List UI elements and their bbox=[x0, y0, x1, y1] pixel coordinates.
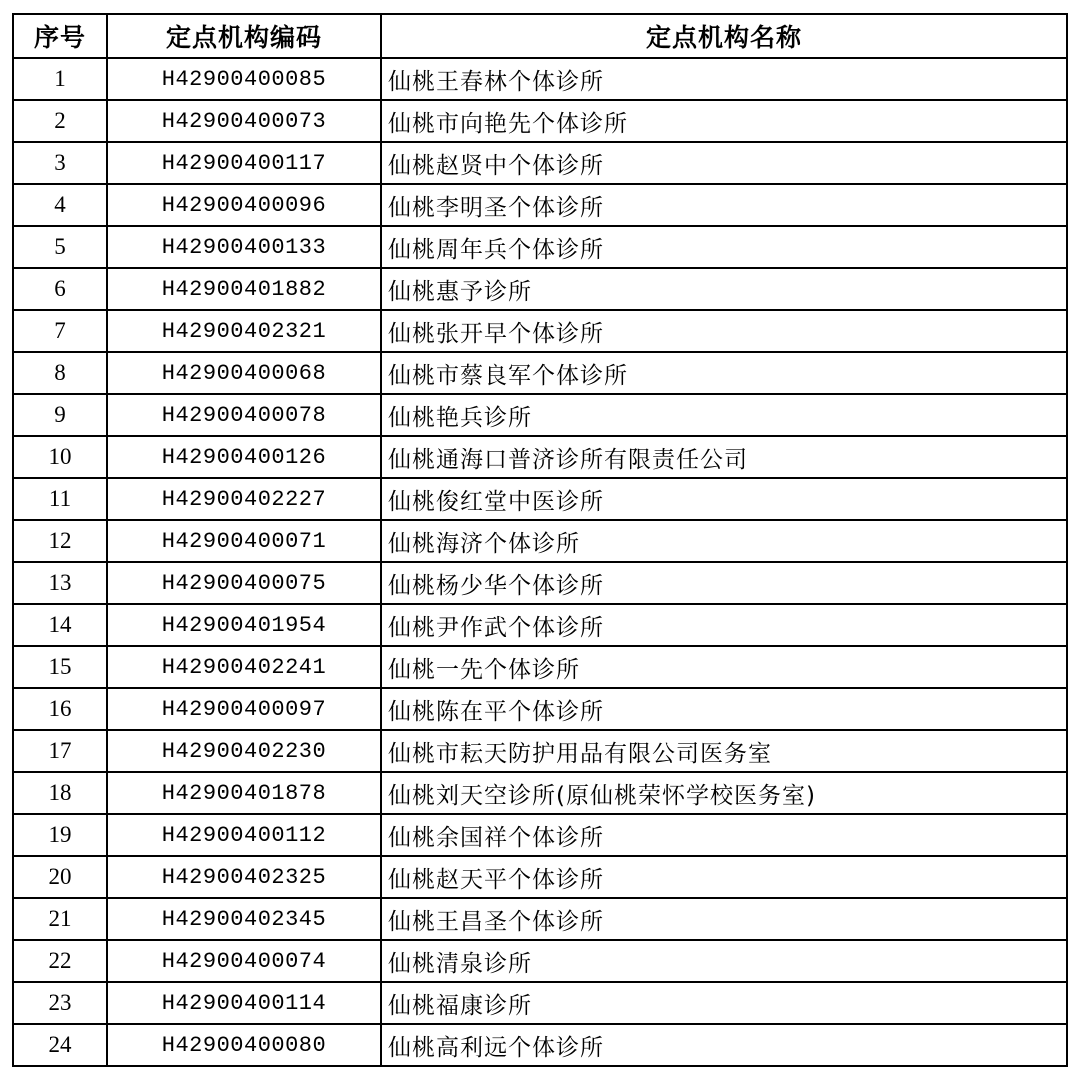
table-row bbox=[13, 436, 1067, 478]
table-row bbox=[13, 688, 1067, 730]
code-cell: H42900402325 bbox=[107, 856, 381, 898]
name-cell: 仙桃张开早个体诊所 bbox=[381, 310, 1067, 352]
code-cell: H42900400068 bbox=[107, 352, 381, 394]
code-cell: H42900400117 bbox=[107, 142, 381, 184]
seq-cell: 18 bbox=[13, 772, 107, 814]
table-row bbox=[13, 58, 1067, 100]
table-row bbox=[13, 856, 1067, 898]
table-row bbox=[13, 814, 1067, 856]
name-cell: 仙桃市向艳先个体诊所 bbox=[381, 100, 1067, 142]
code-cell: H42900401954 bbox=[107, 604, 381, 646]
name-cell: 仙桃市耘天防护用品有限公司医务室 bbox=[381, 730, 1067, 772]
seq-cell: 9 bbox=[13, 394, 107, 436]
clinic-table bbox=[12, 13, 1068, 1067]
name-cell: 仙桃刘天空诊所(原仙桃荣怀学校医务室) bbox=[381, 772, 1067, 814]
name-cell: 仙桃赵贤中个体诊所 bbox=[381, 142, 1067, 184]
name-cell: 仙桃赵天平个体诊所 bbox=[381, 856, 1067, 898]
table-row bbox=[13, 100, 1067, 142]
name-cell: 仙桃李明圣个体诊所 bbox=[381, 184, 1067, 226]
name-cell: 仙桃周年兵个体诊所 bbox=[381, 226, 1067, 268]
table-row bbox=[13, 772, 1067, 814]
header-name: 定点机构名称 bbox=[381, 14, 1067, 58]
table-row bbox=[13, 604, 1067, 646]
name-cell: 仙桃高利远个体诊所 bbox=[381, 1024, 1067, 1066]
code-cell: H42900402230 bbox=[107, 730, 381, 772]
code-cell: H42900401878 bbox=[107, 772, 381, 814]
code-cell: H42900400112 bbox=[107, 814, 381, 856]
seq-cell: 8 bbox=[13, 352, 107, 394]
seq-cell: 24 bbox=[13, 1024, 107, 1066]
table-row bbox=[13, 730, 1067, 772]
table-row bbox=[13, 184, 1067, 226]
name-cell: 仙桃尹作武个体诊所 bbox=[381, 604, 1067, 646]
seq-cell: 15 bbox=[13, 646, 107, 688]
code-cell: H42900400071 bbox=[107, 520, 381, 562]
name-cell: 仙桃陈在平个体诊所 bbox=[381, 688, 1067, 730]
table-body bbox=[13, 58, 1067, 1066]
code-cell: H42900400078 bbox=[107, 394, 381, 436]
name-cell: 仙桃通海口普济诊所有限责任公司 bbox=[381, 436, 1067, 478]
seq-cell: 21 bbox=[13, 898, 107, 940]
name-cell: 仙桃王昌圣个体诊所 bbox=[381, 898, 1067, 940]
code-cell: H42900402345 bbox=[107, 898, 381, 940]
header-row bbox=[13, 14, 1067, 58]
code-cell: H42900400133 bbox=[107, 226, 381, 268]
table-row bbox=[13, 898, 1067, 940]
table-row bbox=[13, 478, 1067, 520]
table-row bbox=[13, 394, 1067, 436]
seq-cell: 10 bbox=[13, 436, 107, 478]
seq-cell: 13 bbox=[13, 562, 107, 604]
code-cell: H42900401882 bbox=[107, 268, 381, 310]
seq-cell: 4 bbox=[13, 184, 107, 226]
code-cell: H42900400074 bbox=[107, 940, 381, 982]
code-cell: H42900402227 bbox=[107, 478, 381, 520]
table-row bbox=[13, 940, 1067, 982]
code-cell: H42900400073 bbox=[107, 100, 381, 142]
name-cell: 仙桃王春林个体诊所 bbox=[381, 58, 1067, 100]
table-row bbox=[13, 310, 1067, 352]
table-row bbox=[13, 562, 1067, 604]
seq-cell: 22 bbox=[13, 940, 107, 982]
code-cell: H42900400126 bbox=[107, 436, 381, 478]
header-seq: 序号 bbox=[13, 14, 107, 58]
name-cell: 仙桃惠予诊所 bbox=[381, 268, 1067, 310]
code-cell: H42900402321 bbox=[107, 310, 381, 352]
code-cell: H42900402241 bbox=[107, 646, 381, 688]
name-cell: 仙桃杨少华个体诊所 bbox=[381, 562, 1067, 604]
seq-cell: 11 bbox=[13, 478, 107, 520]
table-header bbox=[13, 14, 1067, 58]
seq-cell: 6 bbox=[13, 268, 107, 310]
seq-cell: 5 bbox=[13, 226, 107, 268]
name-cell: 仙桃福康诊所 bbox=[381, 982, 1067, 1024]
name-cell: 仙桃一先个体诊所 bbox=[381, 646, 1067, 688]
name-cell: 仙桃清泉诊所 bbox=[381, 940, 1067, 982]
table-row bbox=[13, 268, 1067, 310]
name-cell: 仙桃艳兵诊所 bbox=[381, 394, 1067, 436]
table-row bbox=[13, 982, 1067, 1024]
seq-cell: 1 bbox=[13, 58, 107, 100]
table-row bbox=[13, 646, 1067, 688]
seq-cell: 12 bbox=[13, 520, 107, 562]
seq-cell: 23 bbox=[13, 982, 107, 1024]
seq-cell: 19 bbox=[13, 814, 107, 856]
name-cell: 仙桃海济个体诊所 bbox=[381, 520, 1067, 562]
seq-cell: 17 bbox=[13, 730, 107, 772]
header-code: 定点机构编码 bbox=[107, 14, 381, 58]
code-cell: H42900400097 bbox=[107, 688, 381, 730]
seq-cell: 16 bbox=[13, 688, 107, 730]
seq-cell: 14 bbox=[13, 604, 107, 646]
seq-cell: 20 bbox=[13, 856, 107, 898]
name-cell: 仙桃余国祥个体诊所 bbox=[381, 814, 1067, 856]
seq-cell: 3 bbox=[13, 142, 107, 184]
seq-cell: 2 bbox=[13, 100, 107, 142]
code-cell: H42900400114 bbox=[107, 982, 381, 1024]
name-cell: 仙桃市蔡良军个体诊所 bbox=[381, 352, 1067, 394]
table-row bbox=[13, 226, 1067, 268]
code-cell: H42900400096 bbox=[107, 184, 381, 226]
code-cell: H42900400080 bbox=[107, 1024, 381, 1066]
table-row bbox=[13, 142, 1067, 184]
seq-cell: 7 bbox=[13, 310, 107, 352]
name-cell: 仙桃俊红堂中医诊所 bbox=[381, 478, 1067, 520]
code-cell: H42900400085 bbox=[107, 58, 381, 100]
table-row bbox=[13, 1024, 1067, 1066]
table-row bbox=[13, 520, 1067, 562]
table-row bbox=[13, 352, 1067, 394]
code-cell: H42900400075 bbox=[107, 562, 381, 604]
